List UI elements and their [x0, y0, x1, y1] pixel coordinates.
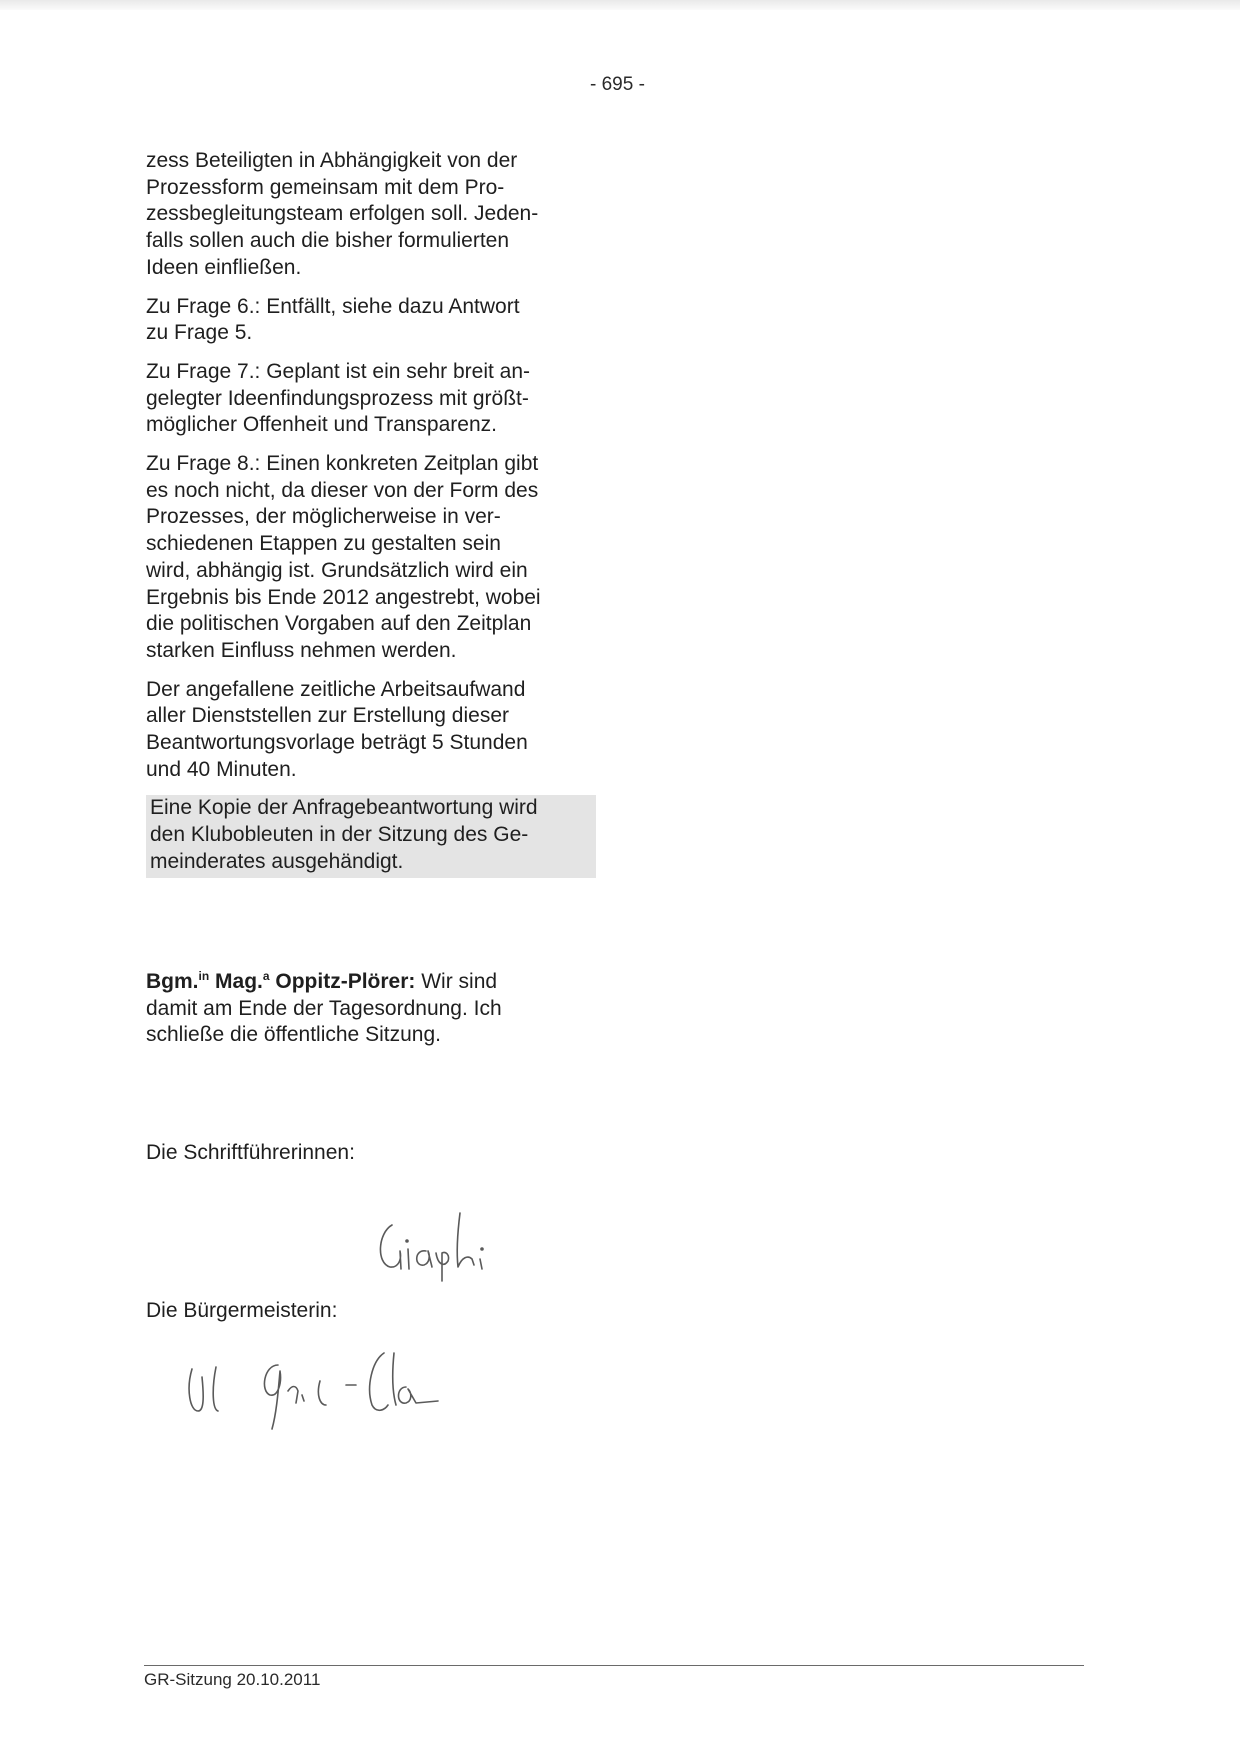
text-line: die politischen Vorgaben auf den Zeitplan [146, 612, 532, 636]
text-line: Beantwortungsvorlage beträgt 5 Stunden [146, 731, 528, 755]
scan-edge [0, 0, 1240, 10]
text-line: es noch nicht, da dieser von der Form des [146, 478, 539, 502]
text-line: meinderates ausgehändigt. [150, 849, 404, 873]
paragraph-continuation [146, 148, 606, 282]
text-line: den Klubobleuten in der Sitzung des Ge- [150, 823, 529, 847]
secretary-signature [370, 1205, 540, 1285]
speaker-degree: Mag. [215, 970, 263, 993]
paragraph-question-7 [146, 359, 606, 439]
text-line: zess Beteiligten in Abhängigkeit von der [146, 149, 518, 172]
mayor-label: Die Bürgermeisterin: [146, 1299, 338, 1322]
text-line: Ergebnis bis Ende 2012 angestrebt, wobei [146, 585, 541, 609]
text-line: aller Dienststellen zur Erstellung dieser [146, 704, 509, 728]
text-line: Zu Frage 6.: Entfällt, siehe dazu Antwort [146, 294, 520, 318]
speaker-name [146, 970, 415, 993]
mayor-signature [180, 1325, 500, 1435]
text-line: gelegter Ideenfindungsprozess mit größt- [146, 386, 529, 410]
speaker-degree-sup: a [262, 969, 270, 983]
text-line: Der angefallene zeitliche Arbeitsaufwand [146, 677, 526, 701]
text-line: Wir sind [421, 970, 498, 993]
text-line: wird, abhängig ist. Grundsätzlich wird ein [146, 558, 528, 582]
text-line: starken Einfluss nehmen werden. [146, 638, 457, 662]
page-number: - 695 - [590, 74, 645, 95]
secretaries-label: Die Schriftführerinnen: [146, 1141, 355, 1164]
text-line: schließe die öffentliche Sitzung. [146, 1023, 441, 1047]
text-line: zessbegleitungsteam erfolgen soll. Jeden- [146, 202, 539, 226]
text-line: schiedenen Etappen zu gestalten sein [146, 532, 501, 556]
text-line: möglicher Offenheit und Transparenz. [146, 413, 497, 437]
statement-first-line [146, 969, 616, 996]
text-line: damit am Ende der Tagesordnung. Ich [146, 996, 502, 1020]
speaker-surname: Oppitz-Plörer: [275, 970, 416, 993]
text-line: zu Frage 5. [146, 321, 253, 345]
body-text-column [146, 148, 606, 890]
paragraph-workload [146, 677, 606, 784]
text-line: Ideen einfließen. [146, 255, 302, 279]
text-line: Prozesses, der möglicherweise in ver- [146, 505, 501, 529]
footer-session-date: GR-Sitzung 20.10.2011 [144, 1670, 321, 1689]
text-line: und 40 Minuten. [146, 757, 297, 781]
text-line: Zu Frage 7.: Geplant ist ein sehr breit an- [146, 359, 531, 383]
text-line: falls sollen auch die bisher formulierten [146, 229, 510, 253]
text-line: Zu Frage 8.: Einen konkreten Zeitplan gibt [146, 452, 539, 476]
text-line: Prozessform gemeinsam mit dem Pro- [146, 175, 505, 199]
mayor-statement [146, 969, 616, 1049]
footer-divider [144, 1665, 1084, 1666]
paragraph-question-8 [146, 451, 606, 665]
text-line: Eine Kopie der Anfragebeantwortung wird [150, 796, 538, 820]
paragraph-question-6 [146, 294, 606, 347]
speaker-title-sup: in [198, 969, 210, 983]
highlighted-paragraph [146, 795, 596, 877]
speaker-title: Bgm. [146, 970, 199, 993]
